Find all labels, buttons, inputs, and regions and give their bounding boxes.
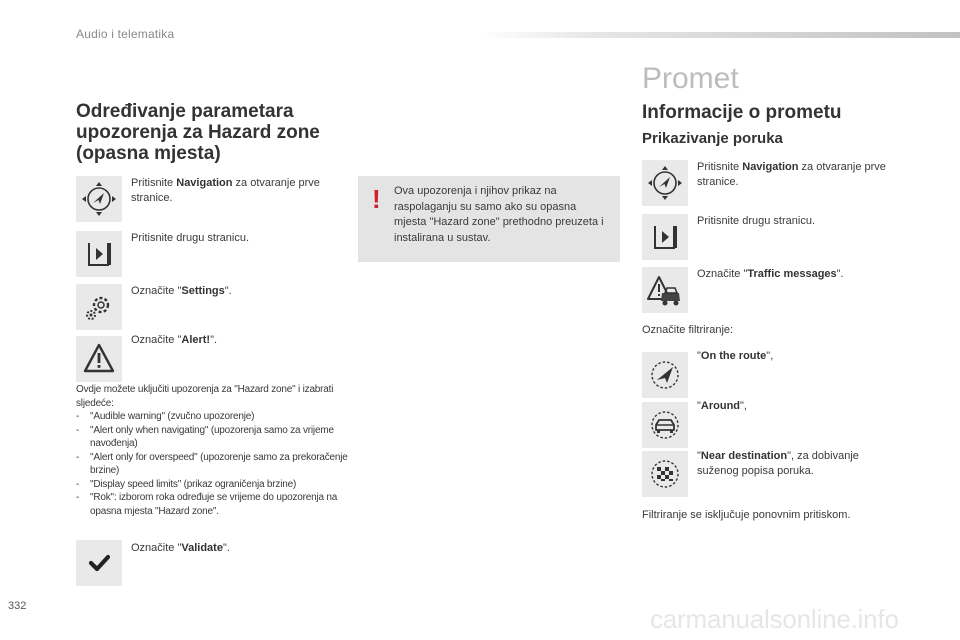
- right-heading: Informacije o prometu: [642, 102, 842, 123]
- warning-box: [358, 176, 620, 262]
- section-title: Promet: [642, 62, 739, 95]
- navigation-joystick-icon: [642, 160, 688, 206]
- on-the-route-icon: [642, 352, 688, 398]
- options-note: [76, 383, 348, 518]
- navigation-joystick-icon: [76, 176, 122, 222]
- right-subheading: Prikazivanje poruka: [642, 130, 783, 147]
- warning-exclamation-icon: !: [372, 184, 381, 214]
- watermark: carmanualsonline.info: [650, 604, 899, 634]
- filter-on-route: "On the route",: [697, 350, 774, 362]
- checkmark-icon: [76, 540, 122, 586]
- next-page-icon: [642, 214, 688, 260]
- filter-around: "Around",: [697, 400, 747, 412]
- next-page-icon: [76, 231, 122, 277]
- left-heading: Određivanje parametara upozorenja za Hazard zone (opasna mjesta): [76, 101, 320, 164]
- around-car-icon: [642, 402, 688, 448]
- right-step-page: Pritisnite drugu stranicu.: [697, 215, 815, 227]
- alert-triangle-icon: [76, 336, 122, 382]
- list-item: - "Rok": izborom roka određuje se vrijeme do upozorenja na opasna mjesta "Hazard zone".: [76, 492, 338, 517]
- right-step-traffic: Označite "Traffic messages".: [697, 268, 844, 280]
- settings-gears-icon: [76, 284, 122, 330]
- list-item: - "Alert only when navigating" (upozorenja samo za vrijeme navođenja): [76, 424, 334, 449]
- filter-intro: Označite filtriranje:: [642, 324, 734, 336]
- near-destination-flag-icon: [642, 451, 688, 497]
- header-title: Audio i telematika: [76, 27, 175, 41]
- left-step-validate: Označite "Validate".: [131, 542, 230, 554]
- filter-footer: Filtriranje se isključuje ponovnim pritiskom.: [642, 509, 851, 521]
- left-step-alert: Označite "Alert!".: [131, 334, 218, 346]
- left-step-navigation: Pritisnite Navigation za otvaranje prve stranice.: [131, 177, 320, 204]
- filter-near-destination: "Near destination", za dobivanje suženog popisa poruka.: [697, 450, 859, 477]
- list-item: - "Alert only for overspeed" (upozorenje samo za prekoračenje brzine): [76, 451, 348, 476]
- warning-text: Ova upozorenja i njihov prikaz na raspolaganju su samo ako su opasna mjesta "Hazard zone" prethodno preuzeta i instalirana u sustav.: [394, 185, 604, 244]
- note-intro: Ovdje možete uključiti upozorenja za "Hazard zone" i izabrati sljedeće:: [76, 384, 334, 409]
- right-step-navigation: Pritisnite Navigation za otvaranje prve stranice.: [697, 161, 886, 188]
- header-rule: [478, 32, 960, 38]
- list-item: - "Audible warning" (zvučno upozorenje): [76, 411, 255, 422]
- left-step-page: Pritisnite drugu stranicu.: [131, 232, 249, 244]
- list-item: - "Display speed limits" (prikaz ograničenja brzine): [76, 478, 297, 490]
- traffic-messages-icon: [642, 267, 688, 313]
- left-step-settings: Označite "Settings".: [131, 285, 232, 297]
- page-number: 332: [8, 600, 27, 612]
